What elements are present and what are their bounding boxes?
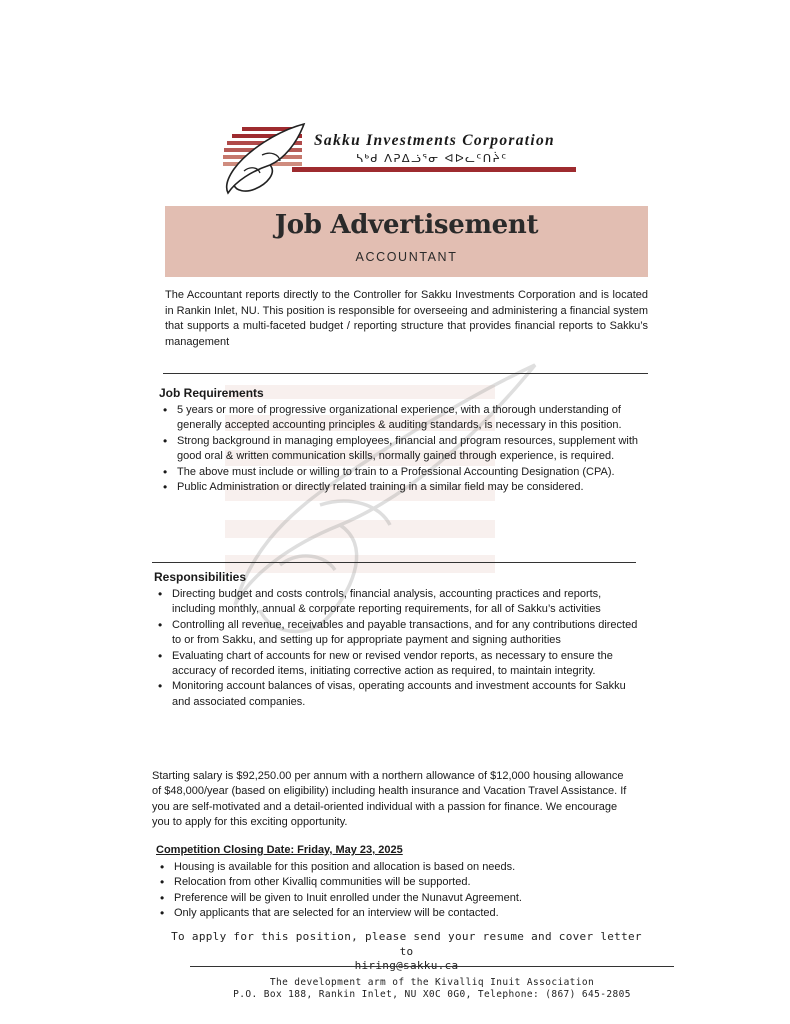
divider <box>152 562 636 563</box>
list-item: • Strong background in managing employees, financial and program resources, supplement with good oral & written communication skills, normally gained through experience, is required. <box>159 434 647 465</box>
footer-divider <box>190 966 674 967</box>
divider <box>163 373 648 374</box>
responsibilities-heading: Responsibilities <box>154 570 247 584</box>
list-item: • Controlling all revenue, receivables and payable transactions, and for any contributions directed to or from Sakku, and setting up for appropriate payment and signing authorities <box>154 618 638 649</box>
requirements-heading: Job Requirements <box>159 386 264 400</box>
logo-syllabics: ᓴᒃᑯ ᐱᕈᐃᓘᕐᓂ ᐊᐅᓚᑦᑎᔩᑦ <box>356 151 508 165</box>
requirements-list <box>159 403 647 495</box>
list-item: • Housing is available for this position and allocation is based on needs. <box>156 860 636 875</box>
page-title: Job Advertisement <box>274 210 539 240</box>
apply-text: To apply for this position, please send your resume and cover letter to <box>171 930 642 958</box>
list-item: • Monitoring account balances of visas, operating accounts and investment accounts for Sakku and associated companies. <box>154 679 638 710</box>
list-item: • Evaluating chart of accounts for new or revised vendor reports, as necessary to ensure the accuracy of recorded items, initiating corrective action as required, to maintain integrity. <box>154 649 638 680</box>
apply-email[interactable]: hiring@sakku.ca <box>354 959 459 972</box>
list-item: • Public Administration or directly related training in a similar field may be considered. <box>159 480 647 495</box>
competition-notes <box>156 860 636 922</box>
salary-paragraph: Starting salary is $92,250.00 per annum with a northern allowance of $12,000 housing allowance of $48,000/year (based on eligibility) including health insurance and Vacation Travel Assistance. If you are self-motivated and a detail-oriented individual with a passion for finance. We encourage you to apply for this exciting opportunity. <box>152 770 627 829</box>
closing-date: Competition Closing Date: Friday, May 23, 2025 <box>156 844 403 856</box>
list-item: • Relocation from other Kivalliq communities will be supported. <box>156 875 636 890</box>
list-item: • Only applicants that are selected for an interview will be contacted. <box>156 906 636 921</box>
logo-underline-bar <box>292 167 576 172</box>
list-item: • Preference will be given to Inuit enrolled under the Nunavut Agreement. <box>156 891 636 906</box>
footer-line-1: The development arm of the Kivalliq Inuit Association <box>269 977 595 988</box>
footer-address: P.O. Box 188, Rankin Inlet, NU X0C 0G0, Telephone: (867) 645-2805 <box>233 989 631 1000</box>
logo-company-name: Sakku Investments Corporation <box>314 132 555 149</box>
list-item: • 5 years or more of progressive organizational experience, with a thorough understanding of generally accepted accounting principles & auditing standards, is necessary in this position. <box>159 403 647 434</box>
responsibilities-list <box>154 587 638 710</box>
list-item: • Directing budget and costs controls, financial analysis, accounting practices and reports, including monthly, annual & corporate reporting requirements, for all of Sakku’s activities <box>154 587 638 618</box>
intro-paragraph: The Accountant reports directly to the Controller for Sakku Investments Corporation and is located in Rankin Inlet, NU. This position is responsible for overseeing and administering a financial system that supports a multi-faceted budget / reporting structure that provides financial reports to Sakku’s management <box>165 289 648 348</box>
position-title: ACCOUNTANT <box>355 250 458 264</box>
list-item: • The above must include or willing to train to a Professional Accounting Designation (CPA). <box>159 465 647 480</box>
